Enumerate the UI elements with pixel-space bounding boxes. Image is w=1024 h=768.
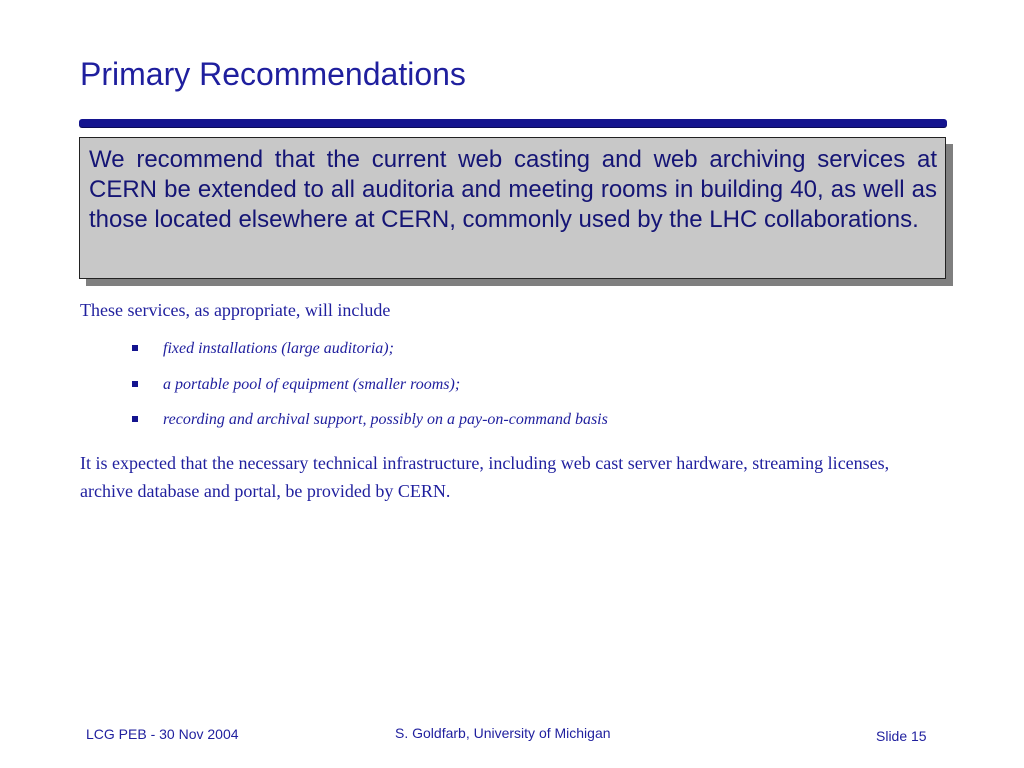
square-bullet-icon [132,416,138,422]
bullet-text: fixed installations (large auditoria); [163,340,394,357]
square-bullet-icon [132,381,138,387]
footer-date: LCG PEB - 30 Nov 2004 [86,726,239,742]
recommendation-box: We recommend that the current web casting and web archiving services at CERN be extended to all auditoria and meeting rooms in building 40, as well as those located elsewhere at CERN, commonly used by the LHC collaborations. [79,137,946,279]
bullet-text: a portable pool of equipment (smaller rooms); [163,376,461,393]
slide-title: Primary Recommendations [80,56,466,92]
closing-paragraph: It is expected that the necessary technical infrastructure, including web cast server hardware, streaming licenses, archive database and portal, be provided by CERN. [80,453,890,501]
intro-text: These services, as appropriate, will include [80,300,391,320]
title-divider [79,119,947,127]
footer-author: S. Goldfarb, University of Michigan [395,725,611,741]
bullet-text: recording and archival support, possibly on a pay-on-command basis [163,411,608,428]
square-bullet-icon [132,345,138,351]
slide-number: Slide 15 [876,728,927,744]
